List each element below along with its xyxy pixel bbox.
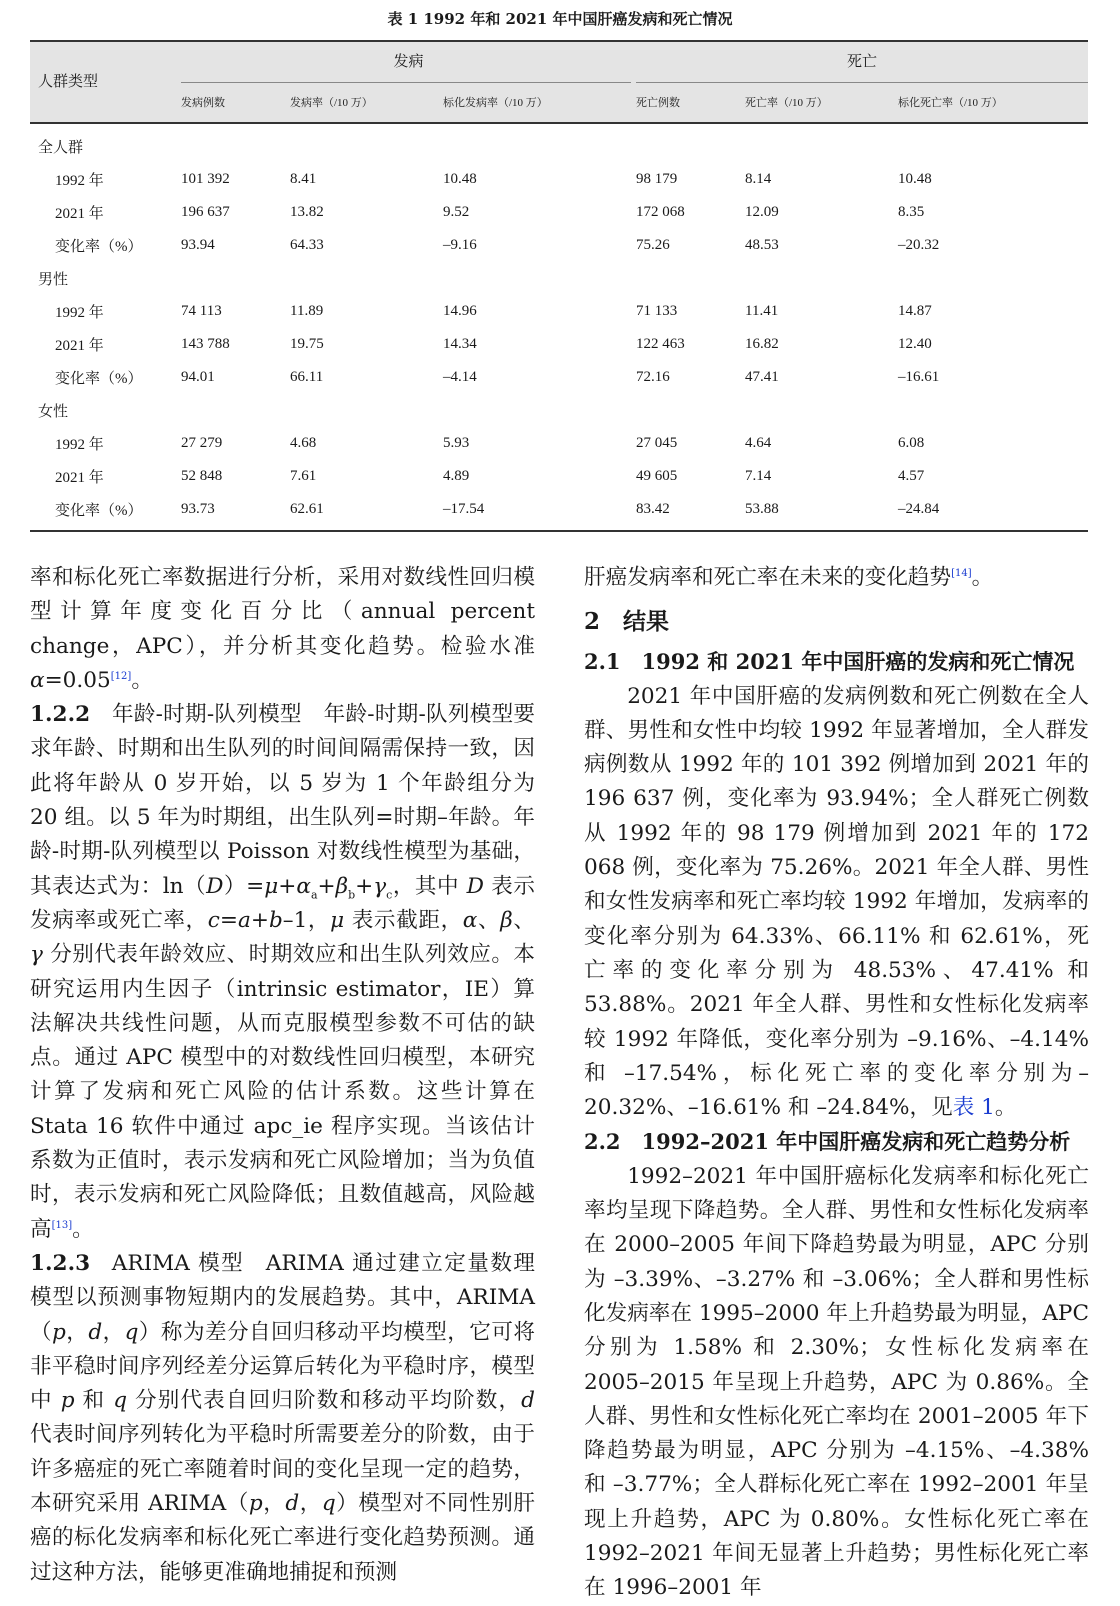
math-symbol: c bbox=[207, 907, 220, 933]
paragraph bbox=[584, 680, 1089, 1126]
table-cell: 12.09 bbox=[745, 204, 779, 220]
text-run: 2.2 1992–2021 年中国肝癌发病和死亡趋势分析 bbox=[584, 1129, 1071, 1155]
table-cell: 71 133 bbox=[636, 303, 678, 319]
table-cell: 14.34 bbox=[443, 336, 477, 352]
math-symbol: γ bbox=[373, 873, 387, 899]
table-reference-link[interactable]: 表 1 bbox=[952, 1095, 995, 1121]
table-cell: 53.88 bbox=[745, 501, 779, 517]
table-cell: 93.94 bbox=[181, 237, 215, 253]
table-cell: 47.41 bbox=[745, 369, 779, 385]
table-cell: 5.93 bbox=[443, 435, 470, 451]
text-run: + bbox=[278, 873, 297, 899]
column-header: 标化死亡率（/10 万） bbox=[898, 97, 1003, 109]
table-cell: –17.54 bbox=[443, 501, 485, 517]
math-symbol: β bbox=[335, 873, 349, 899]
text-run: ARIMA 模型 ARIMA 通过建立定量数理模型以预测事物短期内的发展趋势。其中，ARIMA（ bbox=[30, 1250, 535, 1345]
table-cell: 27 045 bbox=[636, 435, 678, 451]
incidence-mortality-table bbox=[30, 124, 1088, 532]
table-cell: –20.32 bbox=[898, 237, 940, 253]
math-symbol: p bbox=[52, 1319, 66, 1345]
paragraph bbox=[30, 1247, 535, 1590]
table-cell: 7.14 bbox=[745, 468, 772, 484]
table-cell: 10.48 bbox=[443, 171, 477, 187]
table-cell: 72.16 bbox=[636, 369, 670, 385]
row-label: 变化率（%） bbox=[55, 503, 143, 519]
table-cell: 9.52 bbox=[443, 204, 470, 220]
citation-link[interactable]: [12] bbox=[110, 670, 132, 682]
text-run: ，其中 bbox=[392, 873, 467, 899]
row-label: 2021 年 bbox=[55, 470, 104, 486]
table-cell: 8.35 bbox=[898, 204, 925, 220]
subscript: b bbox=[348, 887, 356, 901]
text-run: 2.1 1992 和 2021 年中国肝癌的发病和死亡情况 bbox=[584, 649, 1075, 675]
section-heading bbox=[584, 605, 1089, 639]
table-cell: 4.68 bbox=[290, 435, 317, 451]
column-header: 发病率（/10 万） bbox=[290, 97, 373, 109]
row-label: 2021 年 bbox=[55, 338, 104, 354]
text-run: 2 结果 bbox=[584, 608, 670, 636]
subscript: a bbox=[310, 887, 318, 901]
section-label: 男性 bbox=[38, 272, 69, 288]
paragraph bbox=[584, 561, 1089, 595]
column-header: 死亡率（/10 万） bbox=[745, 97, 828, 109]
left-text-column bbox=[30, 561, 535, 1590]
text-run: ）= bbox=[223, 873, 265, 899]
table-cell: –9.16 bbox=[443, 237, 477, 253]
math-symbol: p bbox=[248, 1491, 263, 1517]
table-caption: 表 1 1992 年和 2021 年中国肝癌发病和死亡情况 bbox=[387, 10, 733, 28]
math-symbol: D bbox=[206, 873, 224, 899]
table-cell: 14.96 bbox=[443, 303, 477, 319]
table-cell: 11.89 bbox=[290, 303, 324, 319]
text-run: 表示发病率或死亡率， bbox=[30, 873, 535, 933]
right-text-column bbox=[584, 561, 1089, 1606]
math-symbol: α bbox=[30, 667, 45, 693]
text-run: + bbox=[317, 873, 336, 899]
math-symbol: q bbox=[124, 1319, 139, 1345]
table-cell: 4.64 bbox=[745, 435, 772, 451]
table-cell: 101 392 bbox=[181, 171, 230, 187]
subscript: c bbox=[386, 887, 393, 901]
table-row bbox=[30, 229, 1088, 262]
table-row bbox=[30, 328, 1088, 361]
table-cell: 27 279 bbox=[181, 435, 223, 451]
math-symbol: d bbox=[521, 1388, 535, 1414]
table-cell: 48.53 bbox=[745, 237, 779, 253]
row-header: 人群类型 bbox=[38, 74, 99, 90]
text-run: 年龄-时期-队列模型 年龄-时期-队列模型要求年龄、时期和出生队列的时间间隔需保持一致，因此将年龄从 0 岁开始，以 5 岁为 1 个年龄组分为 20 组。以 5 年为时期组，出生队列=时期–年龄。年龄-时期-队列模型以 Poisson 对数线性模型为基础，其表达式为：ln（ bbox=[30, 702, 535, 899]
text-run: ）称为差分自回归移动平均模型，它可将非平稳时间序列经差分运算后转化为平稳时序，模型中 bbox=[30, 1319, 535, 1414]
math-symbol: d bbox=[88, 1319, 103, 1345]
text-run: + bbox=[250, 907, 269, 933]
table-row bbox=[30, 427, 1088, 460]
paragraph bbox=[584, 1160, 1089, 1606]
text-run: 1992–2021 年中国肝癌标化发病率和标化死亡率均呈现下降趋势。全人群、男性和女性标化发病率在 2000–2005 年间下降趋势最为明显，APC 分别为 –3.39%、–3.27% 和 –3.06%；全人群和男性标化发病率在 1995–2000 年上升趋势最为明显，APC 分别为 1.58% 和 2.30%；女性标化发病率在 2005–2015 年呈现上升趋势，APC 为 0.86%。全人群、男性和女性标化死亡率均在 2001–2005 年下降趋势最为明显，APC 分别为 –4.15%、–4.38% 和 –3.77%；全人群标化死亡率在 1992–2001 年呈现上升趋势，APC 为 0.80%。女性标化死亡率在 1992–2021 年间无显著上升趋势；男性标化死亡率在 1996–2001 年 bbox=[584, 1163, 1089, 1601]
table-cell: 4.89 bbox=[443, 468, 470, 484]
column-header: 死亡例数 bbox=[636, 97, 680, 109]
text-run: =0.05 bbox=[44, 667, 111, 693]
table-row bbox=[30, 196, 1088, 229]
table-cell: 94.01 bbox=[181, 369, 215, 385]
text-run: 、 bbox=[512, 907, 535, 933]
text-run: 肝癌发病率和死亡率在未来的变化趋势 bbox=[584, 565, 952, 590]
table-cell: 74 113 bbox=[181, 303, 222, 319]
math-symbol: b bbox=[268, 907, 283, 933]
column-header: 标化发病率（/10 万） bbox=[443, 97, 548, 109]
math-symbol: α bbox=[296, 873, 311, 899]
text-run: –1， bbox=[282, 907, 331, 933]
math-symbol: q bbox=[113, 1388, 128, 1414]
text-run: ， bbox=[102, 1319, 125, 1345]
table-row bbox=[30, 460, 1088, 493]
math-symbol: d bbox=[285, 1491, 300, 1517]
table-cell: 16.82 bbox=[745, 336, 779, 352]
paragraph bbox=[30, 698, 535, 1247]
text-run: ， bbox=[262, 1491, 286, 1517]
group-divider bbox=[636, 82, 1088, 83]
table-cell: 66.11 bbox=[290, 369, 324, 385]
text-run: ， bbox=[299, 1491, 322, 1517]
subsection-number: 1.2.2 bbox=[30, 702, 91, 728]
math-symbol: p bbox=[60, 1388, 75, 1414]
text-run: ， bbox=[65, 1319, 89, 1345]
table-cell: 7.61 bbox=[290, 468, 317, 484]
table-cell: 122 463 bbox=[636, 336, 685, 352]
group-mortality: 死亡 bbox=[846, 54, 877, 70]
text-run: ）模型对不同性别肝癌的标化发病率和标化死亡率进行变化趋势预测。通过这种方法，能够更准确地捕捉和预测 bbox=[30, 1491, 535, 1585]
math-symbol: μ bbox=[264, 873, 279, 899]
table-cell: 196 637 bbox=[181, 204, 230, 220]
section-label: 全人群 bbox=[38, 140, 84, 156]
row-label: 变化率（%） bbox=[55, 371, 143, 387]
table-cell: 52 848 bbox=[181, 468, 223, 484]
math-symbol: a bbox=[237, 907, 251, 933]
text-run: + bbox=[355, 873, 374, 899]
text-run: 和 bbox=[74, 1388, 114, 1414]
text-run: 。 bbox=[971, 565, 994, 590]
row-label: 1992 年 bbox=[55, 173, 104, 189]
text-run: 、 bbox=[477, 907, 501, 933]
table-cell: –4.14 bbox=[443, 369, 477, 385]
table-cell: 13.82 bbox=[290, 204, 324, 220]
table-cell: –16.61 bbox=[898, 369, 940, 385]
table-cell: 49 605 bbox=[636, 468, 678, 484]
table-cell: 8.14 bbox=[745, 171, 772, 187]
section-heading bbox=[584, 1125, 1089, 1159]
text-run: 分别代表年龄效应、时期效应和出生队列效应。本研究运用内生因子（intrinsic estimator，IE）算法解决共线性问题，从而克服模型参数不可估的缺点。通过 APC 模型中的对数线性回归模型，本研究计算了发病和死亡风险的估计系数。这些计算在 Stata 16 软件中通过 apc_ie 程序实现。当该估计系数为正值时，表示发病和死亡风险增加；当为负值时，表示发病和死亡风险降低；且数值越高，风险越高 bbox=[30, 942, 535, 1242]
section-row bbox=[30, 124, 1088, 163]
table-cell: 19.75 bbox=[290, 336, 324, 352]
table-cell: 64.33 bbox=[290, 237, 324, 253]
table-cell: 10.48 bbox=[898, 171, 932, 187]
group-incidence: 发病 bbox=[393, 54, 424, 70]
table-row bbox=[30, 295, 1088, 328]
table-cell: –24.84 bbox=[898, 501, 940, 517]
text-run: 。 bbox=[131, 667, 153, 693]
row-label: 1992 年 bbox=[55, 305, 104, 321]
citation-link[interactable]: [13] bbox=[51, 1219, 73, 1231]
table-cell: 6.08 bbox=[898, 435, 925, 451]
table-cell: 14.87 bbox=[898, 303, 932, 319]
table-header bbox=[30, 40, 1088, 124]
section-label: 女性 bbox=[38, 404, 69, 420]
table-cell: 8.41 bbox=[290, 171, 317, 187]
math-symbol: D bbox=[466, 873, 484, 899]
text-run: 分别代表自回归阶数和移动平均阶数， bbox=[127, 1388, 522, 1414]
text-run: 。 bbox=[72, 1216, 94, 1242]
subsection-number: 1.2.3 bbox=[30, 1250, 91, 1276]
table-cell: 11.41 bbox=[745, 303, 779, 319]
text-run: 。 bbox=[994, 1095, 1017, 1121]
table-cell: 143 788 bbox=[181, 336, 230, 352]
table-cell: 75.26 bbox=[636, 237, 670, 253]
table-cell: 172 068 bbox=[636, 204, 685, 220]
table-cell: 83.42 bbox=[636, 501, 670, 517]
table-cell: 62.61 bbox=[290, 501, 324, 517]
column-header: 发病例数 bbox=[181, 97, 225, 109]
table-row bbox=[30, 361, 1088, 394]
text-run: 表示截距， bbox=[344, 907, 463, 933]
math-symbol: q bbox=[321, 1491, 336, 1517]
table-row bbox=[30, 493, 1088, 531]
table-row bbox=[30, 163, 1088, 196]
text-run: 2021 年中国肝癌的发病例数和死亡例数在全人群、男性和女性中均较 1992 年显著增加，全人群发病例数从 1992 年的 101 392 例增加到 2021 年的 196 637 例，变化率为 93.94%；全人群死亡例数从 1992 年的 98 179 例增加到 2021 年的 172 068 例，变化率为 75.26%。2021 年全人群、男性和女性发病率和死亡率均较 1992 年增加，发病率的变化率分别为 64.33%、66.11% 和 62.61%，死亡率的变化率分别为 48.53%、47.41% 和 53.88%。2021 年全人群、男性和女性标化发病率较 1992 年降低，变化率分别为 –9.16%、–4.14% 和 –17.54%，标化死亡率的变化率分别为–20.32%、–16.61% 和 –24.84%，见 bbox=[584, 683, 1089, 1121]
text-run: 代表时间序列转化为平稳时所需要差分的阶数，由于许多癌症的死亡率随着时间的变化呈现一定的趋势，本研究采用 ARIMA（ bbox=[30, 1422, 535, 1517]
group-divider bbox=[181, 82, 631, 83]
text-run: = bbox=[219, 907, 238, 933]
table-cell: 98 179 bbox=[636, 171, 678, 187]
section-heading bbox=[584, 645, 1089, 679]
math-symbol: β bbox=[500, 907, 513, 933]
math-symbol: μ bbox=[330, 907, 345, 933]
math-symbol: γ bbox=[30, 942, 43, 968]
section-row bbox=[30, 394, 1088, 427]
section-row bbox=[30, 262, 1088, 295]
table-cell: 12.40 bbox=[898, 336, 932, 352]
row-label: 2021 年 bbox=[55, 206, 104, 222]
table-cell: 93.73 bbox=[181, 501, 215, 517]
row-label: 1992 年 bbox=[55, 437, 104, 453]
text-run: 率和标化死亡率数据进行分析，采用对数线性回归模型计算年度变化百分比（annual percent change，APC），并分析其变化趋势。检验水准 bbox=[30, 565, 535, 659]
paragraph bbox=[30, 561, 535, 698]
table-cell: 4.57 bbox=[898, 468, 925, 484]
math-symbol: α bbox=[462, 907, 478, 933]
citation-link[interactable]: [14] bbox=[951, 567, 972, 579]
row-label: 变化率（%） bbox=[55, 239, 143, 255]
